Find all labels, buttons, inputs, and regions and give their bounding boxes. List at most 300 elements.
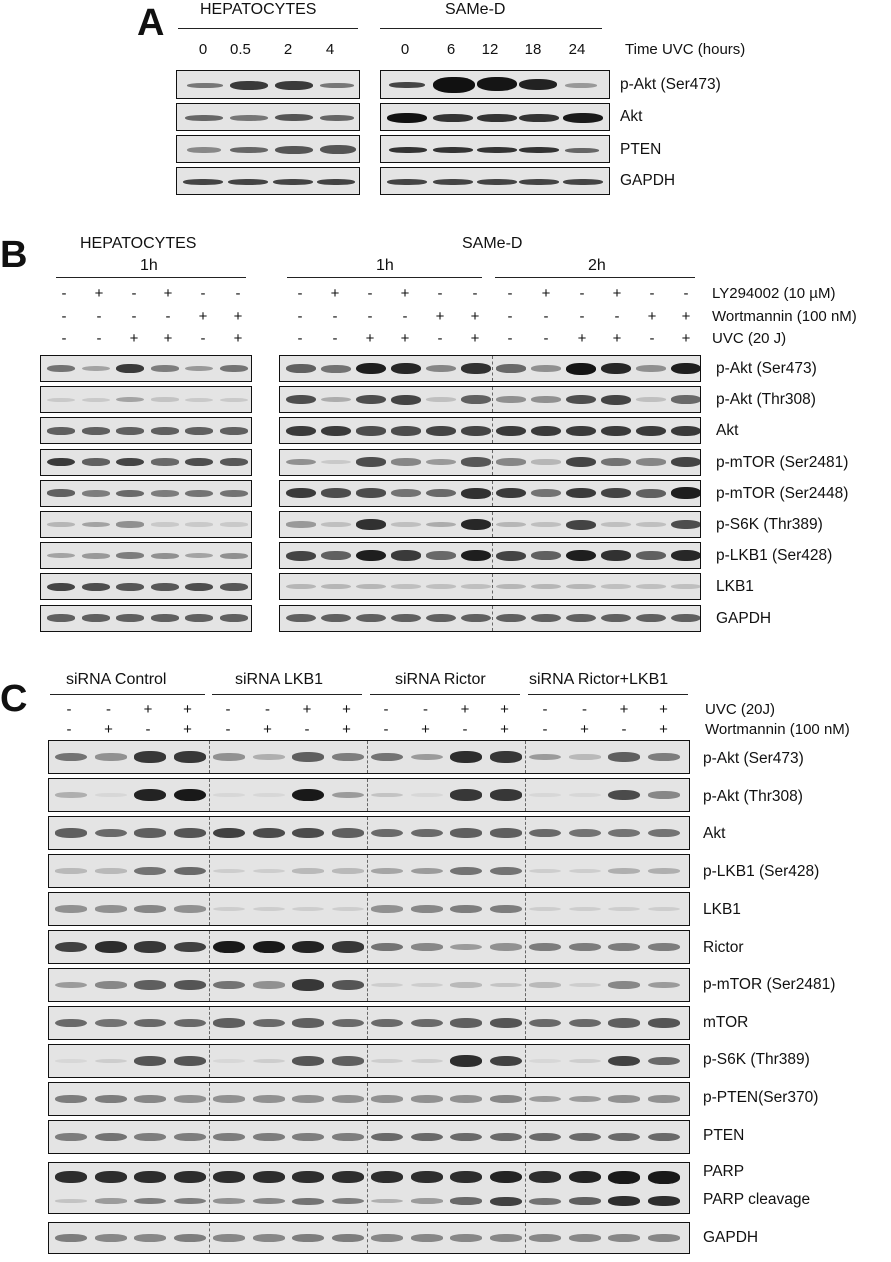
panel-a-time-tick: 0 xyxy=(198,41,208,58)
panel-c-treatment-sign: + xyxy=(500,701,509,718)
blot-band xyxy=(47,398,75,402)
panel-c-treatment-sign: + xyxy=(183,721,192,738)
blot-band xyxy=(569,1133,601,1142)
blot-band xyxy=(185,553,213,559)
blot-band xyxy=(648,1018,680,1028)
panel-b-treatment-sign: + xyxy=(163,330,173,347)
panel-c-blot xyxy=(48,930,690,964)
blot-band xyxy=(321,397,351,403)
panel-c-treatment-sign: - xyxy=(383,701,389,718)
blot-band xyxy=(356,426,386,436)
blot-band xyxy=(411,754,443,761)
panel-b-blot-samed xyxy=(279,605,701,632)
blot-band xyxy=(321,584,351,589)
panel-b-treatment-sign: - xyxy=(235,285,241,302)
panel-b-treatment-sign: - xyxy=(96,330,102,347)
blot-band xyxy=(601,584,631,589)
lane-divider xyxy=(367,855,368,887)
blot-band xyxy=(529,1198,561,1205)
blot-band xyxy=(213,1095,245,1102)
blot-band xyxy=(566,520,596,530)
blot-band xyxy=(566,488,596,498)
lane-divider xyxy=(492,418,493,443)
blot-band xyxy=(321,614,351,623)
blot-band xyxy=(174,1019,206,1028)
panel-b-row-label: p-mTOR (Ser2481) xyxy=(716,453,849,471)
blot-band xyxy=(671,550,701,561)
blot-band xyxy=(134,1133,166,1141)
blot-band xyxy=(531,522,561,527)
panel-b-treatment-sign: - xyxy=(507,330,513,347)
panel-b-treatment-sign: - xyxy=(200,285,206,302)
blot-band xyxy=(253,793,285,797)
blot-band xyxy=(531,489,561,497)
blot-band xyxy=(174,942,206,953)
blot-band xyxy=(450,982,482,987)
blot-band xyxy=(601,363,631,374)
panel-b-treatment-sign: + xyxy=(435,308,445,325)
blot-band xyxy=(490,867,522,876)
blot-band xyxy=(601,522,631,527)
panel-b-row-label: LKB1 xyxy=(716,578,754,596)
blot-band xyxy=(253,1234,285,1242)
panel-a-blot-samed-pakt473 xyxy=(380,70,610,99)
panel-a-time-tick: 24 xyxy=(568,41,586,58)
blot-band xyxy=(371,1095,403,1102)
lane-divider xyxy=(367,1223,368,1253)
blot-band xyxy=(411,829,443,838)
blot-band xyxy=(450,1018,482,1027)
blot-band xyxy=(55,942,87,953)
blot-band xyxy=(636,489,666,498)
blot-band xyxy=(496,584,526,589)
panel-b-treatment-sign: + xyxy=(233,308,243,325)
blot-band xyxy=(411,793,443,797)
blot-band xyxy=(608,1018,640,1027)
lane-divider xyxy=(525,1121,526,1153)
panel-c-treatment-sign: - xyxy=(225,701,231,718)
panel-c-blot xyxy=(48,778,690,812)
blot-band xyxy=(608,868,640,874)
blot-band xyxy=(292,907,324,911)
blot-band xyxy=(82,398,110,402)
blot-band xyxy=(391,458,421,465)
panel-c-treatment-sign: + xyxy=(580,721,589,738)
lane-divider xyxy=(209,969,210,1001)
panel-c-blot xyxy=(48,1044,690,1078)
blot-band xyxy=(608,1171,640,1184)
blot-band xyxy=(371,753,403,762)
blot-band xyxy=(116,364,144,373)
panel-b-treatment-sign: - xyxy=(61,330,67,347)
panel-b-blot-hepatocytes xyxy=(40,573,252,600)
blot-band xyxy=(286,551,316,561)
blot-band xyxy=(55,982,87,989)
panel-c-treatment-sign: - xyxy=(423,701,428,718)
panel-b-treatment-sign: - xyxy=(131,285,137,302)
blot-band xyxy=(55,1059,87,1063)
blot-band xyxy=(286,395,316,405)
lane-divider xyxy=(525,969,526,1001)
panel-b-treatment-sign: - xyxy=(61,285,67,302)
lane-divider xyxy=(209,779,210,811)
blot-band xyxy=(648,907,680,911)
panel-b-treatment-sign: + xyxy=(94,285,104,302)
blot-band xyxy=(55,1019,87,1028)
panel-b-treatment-sign: + xyxy=(365,330,375,347)
blot-band xyxy=(356,395,386,405)
blot-band xyxy=(332,792,364,799)
panel-c-row-label: p-PTEN(Ser370) xyxy=(703,1089,819,1106)
lane-divider xyxy=(492,574,493,599)
blot-band xyxy=(531,365,561,372)
blot-band xyxy=(332,1198,364,1205)
panel-a-letter: A xyxy=(137,2,165,44)
panel-c-group: siRNA Rictor xyxy=(395,671,486,688)
blot-band xyxy=(356,584,386,589)
panel-b-treatment-sign: - xyxy=(297,308,303,325)
blot-band xyxy=(529,754,561,761)
lane-divider xyxy=(209,817,210,849)
blot-band xyxy=(151,458,179,465)
blot-band xyxy=(55,1171,87,1183)
blot-band xyxy=(648,1057,680,1066)
blot-band xyxy=(332,1056,364,1065)
blot-band xyxy=(213,1018,245,1027)
panel-b-treatment-sign: - xyxy=(683,285,689,302)
blot-band xyxy=(286,584,316,589)
blot-band xyxy=(356,614,386,623)
blot-band xyxy=(461,550,491,562)
blot-band xyxy=(213,753,245,760)
panel-b-treatment-sign: - xyxy=(200,330,206,347)
panel-c-treatment-sign: + xyxy=(342,701,351,718)
blot-band xyxy=(332,941,364,952)
blot-band xyxy=(55,753,87,762)
lane-divider xyxy=(492,481,493,506)
panel-a-time-tick: 0.5 xyxy=(230,41,251,58)
panel-c-row-label: p-LKB1 (Ser428) xyxy=(703,863,820,880)
lane-divider xyxy=(492,543,493,568)
panel-b-treatment-sign: + xyxy=(681,308,691,325)
panel-c-treatment-sign: + xyxy=(263,721,272,738)
panel-b-row-label: GAPDH xyxy=(716,609,772,627)
blot-band xyxy=(608,907,640,911)
panel-b-row-label: p-mTOR (Ser2448) xyxy=(716,484,849,502)
blot-band xyxy=(213,907,245,911)
blot-band xyxy=(566,395,596,405)
blot-band xyxy=(332,1234,364,1242)
blot-band xyxy=(636,426,666,436)
panel-a-blot-hep-pakt473 xyxy=(176,70,360,99)
blot-band xyxy=(220,398,248,402)
blot-band xyxy=(220,522,248,526)
blot-band xyxy=(134,1056,166,1066)
blot-band xyxy=(490,1234,522,1242)
blot-band xyxy=(648,1171,680,1184)
panel-a-row-label: GAPDH xyxy=(620,172,676,189)
blot-band xyxy=(411,905,443,913)
blot-band xyxy=(116,583,144,591)
blot-band xyxy=(116,427,144,435)
blot-band xyxy=(636,397,666,402)
panel-b-treatment-sign: - xyxy=(579,308,585,325)
panel-b-treatment-sign: - xyxy=(332,308,338,325)
blot-band xyxy=(253,1198,285,1204)
blot-band xyxy=(601,614,631,623)
panel-b-treatment-sign: + xyxy=(681,330,691,347)
panel-b-blot-hepatocytes xyxy=(40,511,252,538)
blot-band xyxy=(371,1019,403,1028)
blot-band xyxy=(371,1171,403,1183)
blot-band xyxy=(411,1019,443,1028)
lane-divider xyxy=(367,893,368,925)
blot-band xyxy=(185,583,213,591)
blot-band xyxy=(174,828,206,838)
panel-a-blot-hep-pten xyxy=(176,135,360,163)
blot-band xyxy=(213,793,245,797)
panel-c-treatment-sign: + xyxy=(183,701,192,718)
blot-band xyxy=(608,943,640,951)
panel-a-time-tick: 4 xyxy=(325,41,335,58)
panel-b-treatment-sign: - xyxy=(297,330,303,347)
blot-band xyxy=(47,458,75,467)
panel-b-treatment-sign: - xyxy=(131,308,137,325)
blot-band xyxy=(134,980,166,989)
panel-c-letter: C xyxy=(0,678,28,720)
blot-band xyxy=(461,584,491,589)
blot-band xyxy=(134,867,166,876)
panel-b-treatment-sign: + xyxy=(577,330,587,347)
panel-b-blot-samed xyxy=(279,511,701,538)
panel-a-blot-hep-akt xyxy=(176,103,360,131)
panel-c-row-label: p-Akt (Ser473) xyxy=(703,750,804,767)
panel-a-group-hepatocytes: HEPATOCYTES xyxy=(200,1,317,18)
panel-a-row-label: Akt xyxy=(620,108,643,125)
blot-band xyxy=(411,1198,443,1203)
panel-c-blot xyxy=(48,740,690,774)
blot-band xyxy=(134,789,166,801)
panel-a-group-samed: SAMe-D xyxy=(445,1,506,18)
blot-band xyxy=(496,614,526,623)
blot-band xyxy=(608,1234,640,1242)
blot-band xyxy=(116,552,144,559)
blot-band xyxy=(151,583,179,591)
blot-band xyxy=(411,983,443,987)
panel-c-treatment-sign: - xyxy=(542,721,548,738)
panel-b-blot-samed xyxy=(279,386,701,413)
blot-band xyxy=(47,614,75,622)
blot-band xyxy=(608,981,640,989)
lane-divider xyxy=(492,450,493,475)
panel-a-blot-hep-gapdh xyxy=(176,167,360,195)
blot-band xyxy=(356,519,386,530)
panel-c-group-line xyxy=(370,694,520,695)
panel-c-row-label: PARP xyxy=(703,1163,745,1180)
blot-band xyxy=(490,751,522,762)
blot-band xyxy=(648,1133,680,1142)
lane-divider xyxy=(209,893,210,925)
lane-divider xyxy=(492,387,493,412)
lane-divider xyxy=(492,606,493,631)
blot-band xyxy=(461,457,491,466)
blot-band xyxy=(569,1234,601,1242)
blot-band xyxy=(529,869,561,873)
blot-band xyxy=(292,752,324,761)
blot-band xyxy=(116,458,144,467)
blot-band xyxy=(496,522,526,527)
blot-band xyxy=(426,489,456,497)
blot-band xyxy=(496,396,526,403)
panel-b-blot-hepatocytes xyxy=(40,542,252,569)
blot-band xyxy=(371,1059,403,1063)
blot-band xyxy=(648,753,680,761)
blot-band xyxy=(371,983,403,987)
blot-band xyxy=(371,1199,403,1204)
blot-band xyxy=(529,943,561,951)
blot-band xyxy=(450,1171,482,1183)
blot-band xyxy=(636,614,666,623)
panel-b-treatment-sign: - xyxy=(96,308,102,325)
panel-b-blot-samed xyxy=(279,573,701,600)
panel-b-treatment-sign: - xyxy=(165,308,171,325)
blot-band xyxy=(185,490,213,497)
blot-band xyxy=(496,488,526,498)
lane-divider xyxy=(209,855,210,887)
blot-band xyxy=(450,1234,482,1242)
blot-band xyxy=(213,981,245,990)
panel-b-blot-samed xyxy=(279,355,701,382)
blot-band xyxy=(220,614,248,622)
blot-band xyxy=(116,614,144,622)
blot-band xyxy=(213,1133,245,1141)
blot-band xyxy=(356,550,386,562)
blot-band xyxy=(332,1095,364,1102)
panel-c-group: siRNA LKB1 xyxy=(235,671,324,688)
blot-band xyxy=(321,426,351,436)
blot-band xyxy=(426,365,456,372)
blot-band xyxy=(566,550,596,562)
blot-band xyxy=(371,943,403,952)
panel-b-treat-label: UVC (20 J) xyxy=(712,330,787,347)
blot-band xyxy=(253,1171,285,1183)
blot-band xyxy=(566,363,596,375)
blot-band xyxy=(648,791,680,799)
panel-c-row-label: p-mTOR (Ser2481) xyxy=(703,976,836,993)
blot-band xyxy=(292,1056,324,1066)
blot-band xyxy=(531,396,561,403)
blot-band xyxy=(55,1234,87,1242)
blot-band xyxy=(569,943,601,951)
blot-band xyxy=(450,867,482,876)
blot-band xyxy=(636,584,666,589)
blot-band xyxy=(529,982,561,987)
blot-band xyxy=(213,1059,245,1063)
blot-band xyxy=(569,1019,601,1028)
blot-band xyxy=(174,1056,206,1066)
panel-c-treatment-sign: + xyxy=(342,721,351,738)
blot-band xyxy=(95,1198,127,1203)
blot-band xyxy=(531,584,561,589)
blot-band xyxy=(174,1095,206,1102)
blot-band xyxy=(391,363,421,374)
panel-b-treat-label: LY294002 (10 µM) xyxy=(712,285,836,302)
lane-divider xyxy=(525,817,526,849)
lane-divider xyxy=(209,1007,210,1039)
panel-c-treatment-sign: + xyxy=(302,701,312,718)
blot-band xyxy=(292,979,324,990)
panel-b-treatment-sign: + xyxy=(612,285,622,302)
blot-band xyxy=(47,489,75,497)
blot-band xyxy=(566,426,596,436)
blot-band xyxy=(286,459,316,466)
blot-band xyxy=(95,1019,127,1028)
panel-b-row-label: Akt xyxy=(716,422,739,440)
panel-a-time-tick: 2 xyxy=(283,41,293,58)
blot-band xyxy=(490,1018,522,1028)
panel-a-time-tick: 0 xyxy=(400,41,410,58)
blot-band xyxy=(569,793,601,797)
panel-c-treatment-sign: - xyxy=(66,701,72,718)
lane-divider xyxy=(209,1121,210,1153)
blot-band xyxy=(391,522,421,527)
blot-band xyxy=(529,1059,561,1063)
blot-band xyxy=(461,426,491,436)
blot-band xyxy=(636,551,666,560)
panel-c-treatment-sign: + xyxy=(659,701,668,718)
blot-band xyxy=(286,426,316,436)
blot-band xyxy=(185,522,213,526)
panel-a-time-tick: 12 xyxy=(481,41,499,58)
blot-band xyxy=(47,365,75,372)
blot-band xyxy=(490,1197,522,1206)
lane-divider xyxy=(525,1223,526,1253)
panel-b-treatment-sign: - xyxy=(614,308,620,325)
panel-c-treatment-sign: - xyxy=(582,701,587,718)
lane-divider xyxy=(525,741,526,773)
blot-band xyxy=(47,553,75,559)
blot-band xyxy=(253,1133,285,1141)
panel-b-blot-hepatocytes xyxy=(40,480,252,507)
blot-band xyxy=(55,792,87,798)
panel-c-treatment-sign: + xyxy=(421,721,430,738)
lane-divider xyxy=(209,741,210,773)
lane-divider xyxy=(367,779,368,811)
blot-band xyxy=(253,1095,285,1102)
panel-c-blot xyxy=(48,968,690,1002)
panel-b-treatment-sign: - xyxy=(437,285,443,302)
lane-divider xyxy=(525,855,526,887)
blot-band xyxy=(411,1095,443,1102)
blot-band xyxy=(213,1171,245,1183)
blot-band xyxy=(531,551,561,560)
panel-a-blot-samed-akt xyxy=(380,103,610,131)
panel-b-blot-hepatocytes xyxy=(40,417,252,444)
lane-divider xyxy=(525,1007,526,1039)
lane-divider xyxy=(209,931,210,963)
blot-band xyxy=(95,1095,127,1103)
blot-band xyxy=(220,458,248,466)
blot-band xyxy=(332,868,364,873)
panel-c-blot xyxy=(48,816,690,850)
panel-c-treat-label: Wortmannin (100 nM) xyxy=(705,721,850,738)
panel-b-treatment-sign: - xyxy=(649,285,655,302)
blot-band xyxy=(601,395,631,405)
blot-band xyxy=(671,614,701,623)
blot-band xyxy=(411,1171,443,1183)
blot-band xyxy=(371,829,403,838)
blot-band xyxy=(529,793,561,797)
